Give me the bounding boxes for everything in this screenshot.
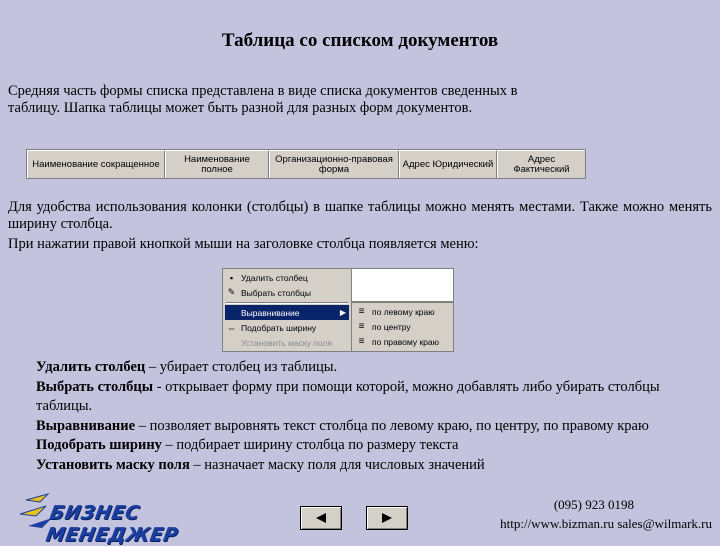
description-term: Подобрать ширину <box>36 437 162 453</box>
description-item <box>36 358 712 378</box>
business-manager-logo <box>18 492 208 546</box>
intro-line-1: Средняя часть формы списка представлена в виде списка документов сведенных в <box>8 83 518 99</box>
description-item <box>36 456 712 476</box>
submenu-align-right[interactable] <box>355 334 451 349</box>
menu-item-label: Выравнивание <box>241 307 300 318</box>
align-center-icon: ≡ <box>358 321 365 332</box>
menu-separator <box>226 302 348 304</box>
usage-text-2: При нажатии правой кнопкой мыши на заголовке столбца появляется меню: <box>8 236 479 252</box>
columns-icon: ✎ <box>227 287 236 297</box>
description-text: – подбирает ширину столбца по размеру текста <box>161 437 459 453</box>
menu-item-delete-column[interactable] <box>225 270 349 285</box>
menu-item-label: Подобрать ширину <box>241 322 317 333</box>
arrow-left-icon <box>314 512 328 524</box>
menu-item-alignment[interactable] <box>225 305 349 320</box>
description-term: Удалить столбец <box>36 359 146 375</box>
description-term: Выравнивание <box>36 417 136 434</box>
table-header-example <box>26 149 586 179</box>
description-text: - открывает форму при помощи которой, можно добавлять либо убирать столбцы таблицы. <box>36 378 660 414</box>
column-header[interactable]: Адрес Фактический <box>497 150 585 178</box>
align-right-icon: ≡ <box>358 336 365 347</box>
fit-width-icon: ⇔ <box>227 322 236 333</box>
context-menu <box>222 268 352 352</box>
description-text: – позволяет выровнять текст столбца по левому краю, по центру, по правому краю <box>135 417 649 434</box>
prev-slide-button[interactable] <box>300 506 342 530</box>
submenu-label: по центру <box>372 321 411 332</box>
menu-item-set-mask[interactable] <box>225 335 349 350</box>
context-menu-screenshot <box>222 268 454 352</box>
intro-line-2: таблицу. Шапка таблицы может быть разной для разных форм документов. <box>8 100 473 116</box>
logo-text: БИЗНЕС МЕНЕДЖЕР <box>44 502 180 546</box>
description-term: Выбрать столбцы <box>36 378 154 395</box>
menu-item-fit-width[interactable] <box>225 320 349 335</box>
submenu-arrow-icon: ▶ <box>339 308 346 317</box>
description-text: – назначает маску поля для числовых значений <box>189 456 485 473</box>
alignment-submenu <box>352 302 454 352</box>
description-item <box>36 436 712 456</box>
submenu-align-center[interactable] <box>355 319 451 334</box>
menu-item-label: Установить маску поля <box>241 337 332 348</box>
submenu-align-left[interactable] <box>355 304 451 319</box>
description-term: Установить маску поля <box>36 456 190 473</box>
description-item <box>36 378 712 417</box>
delete-icon: ▪ <box>229 272 234 283</box>
column-header[interactable]: Адрес Юридический <box>399 150 497 178</box>
usage-text: Для удобства использования колонки (столбцы) в шапке таблицы можно менять местами. Также можно менять ширину столбца. <box>8 199 712 232</box>
column-header[interactable]: Наименование сокращенное <box>27 150 165 178</box>
submenu-label: по левому краю <box>372 306 435 317</box>
menu-descriptions <box>36 358 712 475</box>
menu-item-label: Удалить столбец <box>241 272 308 283</box>
menu-item-label: Выбрать столбцы <box>241 287 311 298</box>
page-title: Таблица со списком документов <box>221 30 499 51</box>
submenu-label: по правому краю <box>372 336 439 347</box>
menu-background-area <box>352 268 454 302</box>
align-left-icon: ≡ <box>358 306 365 317</box>
description-item <box>36 417 712 437</box>
contact-phone: (095) 923 0198 <box>553 497 634 512</box>
arrow-right-icon <box>380 512 394 524</box>
next-slide-button[interactable] <box>366 506 408 530</box>
menu-item-choose-columns[interactable] <box>225 285 349 300</box>
description-text: – убирает столбец из таблицы. <box>145 359 338 375</box>
contact-web: http://www.bizman.ru sales@wilmark.ru <box>500 516 712 531</box>
column-header[interactable]: Организационно-правовая форма <box>269 150 399 178</box>
column-header[interactable]: Наименование полное <box>165 150 269 178</box>
